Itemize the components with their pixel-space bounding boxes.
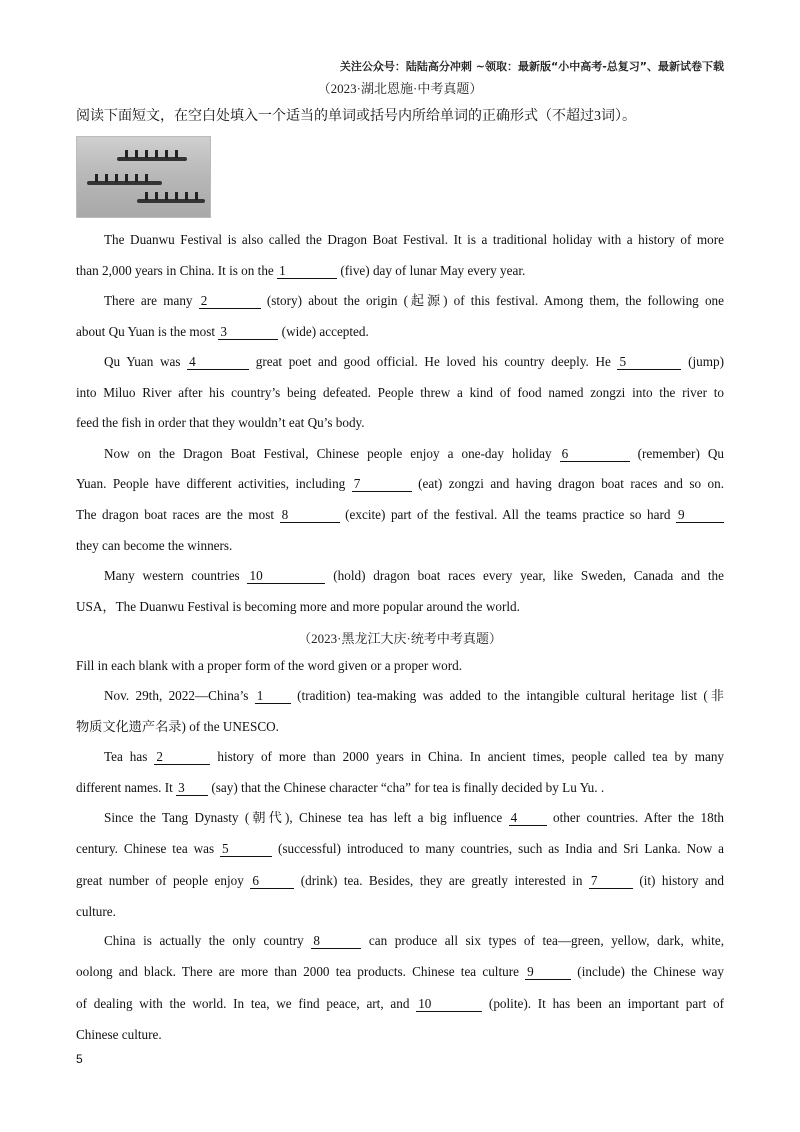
s1-line-7: feed the fish in order that they wouldn’t eat Qu’s body. <box>76 415 365 430</box>
s2-blank-4[interactable]: 4 <box>509 810 547 826</box>
section2-instruction: Fill in each blank with a proper form of the word given or a proper word. <box>76 658 462 673</box>
s1-line-11: they can become the winners. <box>76 538 233 553</box>
s2-blank-10[interactable]: 10 <box>416 996 482 1012</box>
blank-3[interactable]: 3 <box>218 324 278 340</box>
s2-blank-8[interactable]: 8 <box>311 933 361 949</box>
s1-line-4: about Qu Yuan is the most 3 (wide) accepted. <box>76 324 369 339</box>
s2-blank-1[interactable]: 1 <box>255 688 291 704</box>
s2-blank-2[interactable]: 2 <box>154 749 210 765</box>
s1-line-1: The Duanwu Festival is also called the Dragon Boat Festival. It is a traditional holiday with a history of more <box>104 232 724 247</box>
s2-line-10: oolong and black. There are more than 2000 tea products. Chinese tea culture 9 (include) the Chinese way <box>76 964 724 979</box>
s1-line-8: Now on the Dragon Boat Festival, Chinese people enjoy a one-day holiday 6 (remember) Qu <box>104 446 724 461</box>
s2-line-7: great number of people enjoy 6 (drink) tea. Besides, they are greatly interested in 7 (it) history and <box>76 873 724 888</box>
s1-line-2: than 2,000 years in China. It is on the 1 (five) day of lunar May every year. <box>76 263 526 278</box>
s2-line-9: China is actually the only country 8 can produce all six types of tea—green, yellow, dark, white, <box>104 933 724 948</box>
s1-line-10: The dragon boat races are the most 8 (excite) part of the festival. All the teams practice so hard 9 <box>76 505 724 525</box>
s2-line-3: Tea has 2 history of more than 2000 years in China. In ancient times, people called tea by many <box>104 749 725 764</box>
section2-source: （2023·黑龙江大庆·统考中考真题） <box>298 631 502 646</box>
blank-4[interactable]: 4 <box>187 354 249 370</box>
s2-blank-3[interactable]: 3 <box>176 780 208 796</box>
blank-9[interactable]: 9 <box>676 507 724 523</box>
blank-6[interactable]: 6 <box>560 446 630 462</box>
s2-blank-6[interactable]: 6 <box>250 873 294 889</box>
s1-line-3: There are many 2 (story) about the origin (起源) of this festival. Among them, the following one <box>104 293 724 308</box>
blank-10[interactable]: 10 <box>247 568 325 584</box>
s2-blank-9[interactable]: 9 <box>525 964 571 980</box>
s2-line-5: Since the Tang Dynasty (朝代), Chinese tea has left a big influence 4 other countries. After the 18th <box>104 810 725 825</box>
s1-line-6: into Miluo River after his country’s being defeated. People threw a kind of food named zongzi into the river to <box>76 385 724 400</box>
s2-line-6: century. Chinese tea was 5 (successful) introduced to many countries, such as India and Sri Lanka. Now a <box>76 841 724 856</box>
section1-source: （2023·湖北恩施·中考真题） <box>317 81 483 96</box>
s1-line-12: Many western countries 10 (hold) dragon boat races every year, like Sweden, Canada and the <box>104 568 724 583</box>
s2-line-2: 物质文化遗产名录) of the UNESCO. <box>76 719 279 734</box>
dragon-boat-photo <box>76 136 211 218</box>
s2-line-11: of dealing with the world. In tea, we find peace, art, and 10 (polite). It has been an important part of <box>76 996 724 1011</box>
blank-2[interactable]: 2 <box>199 293 261 309</box>
page-number: 5 <box>76 1052 83 1066</box>
blank-5[interactable]: 5 <box>617 354 681 370</box>
s2-blank-7[interactable]: 7 <box>589 873 633 889</box>
header-note: 关注公众号：陆陆高分冲刺 ~领取：最新版“小中高考-总复习”、最新试卷下载 <box>339 60 724 73</box>
blank-7[interactable]: 7 <box>352 476 412 492</box>
blank-1[interactable]: 1 <box>277 263 337 279</box>
blank-8[interactable]: 8 <box>280 507 340 523</box>
s1-line-13: USA，The Duanwu Festival is becoming more and more popular around the world. <box>76 599 520 614</box>
s2-line-8: culture. <box>76 904 116 919</box>
section1-instruction: 阅读下面短文，在空白处填入一个适当的单词或括号内所给单词的正确形式（不超过3词）。 <box>76 109 636 124</box>
s2-line-1: Nov. 29th, 2022—China’s 1 (tradition) tea-making was added to the intangible cultural heritage list (非 <box>104 688 724 703</box>
s2-line-12: Chinese culture. <box>76 1027 162 1042</box>
s2-line-4: different names. It 3 (say) that the Chinese character “cha” for tea is finally decided by Lu Yu. . <box>76 780 605 795</box>
s1-line-9: Yuan. People have different activities, including 7 (eat) zongzi and having dragon boat races and so on. <box>76 476 724 491</box>
s2-blank-5[interactable]: 5 <box>220 841 272 857</box>
s1-line-5: Qu Yuan was 4 great poet and good official. He loved his country deeply. He 5 (jump) <box>104 354 724 369</box>
